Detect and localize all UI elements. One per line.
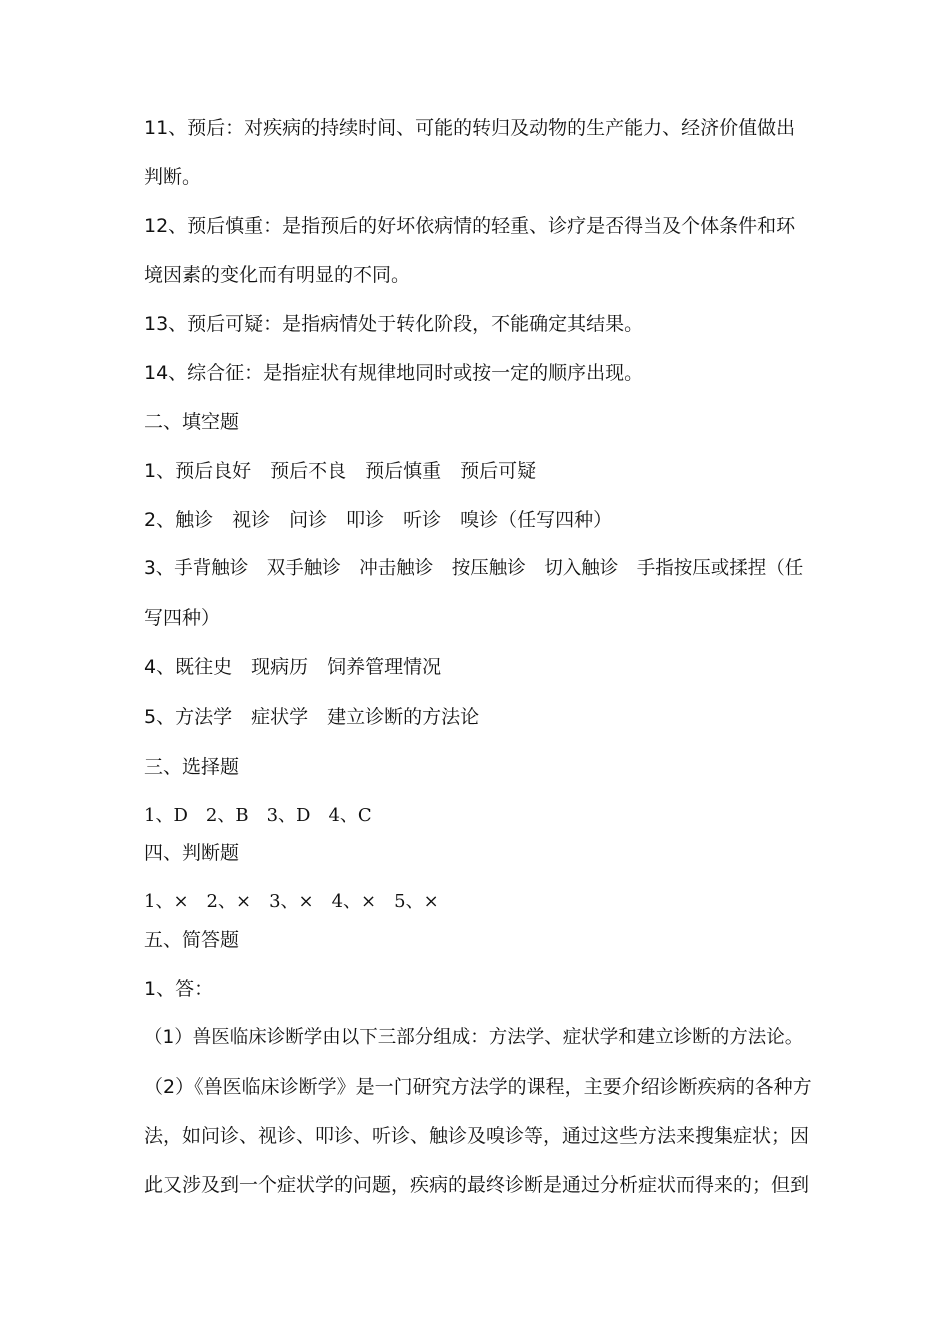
answer-1-label: 1、答： (144, 978, 214, 1000)
answer-1-point-2-line3: 此又涉及到一个症状学的问题，疾病的最终诊断是通过分析症状而得来的；但到 (144, 1174, 810, 1196)
definition-12-line2: 境因素的变化而有明显的不同。 (144, 264, 411, 286)
answer-1-point-2-line1: （2）《兽医临床诊断学》是一门研究方法学的课程，主要介绍诊断疾病的各种方 (144, 1076, 812, 1098)
answer-1-point-2-line2: 法，如问诊、视诊、叩诊、听诊、触诊及嗅诊等，通过这些方法来搜集症状；因 (144, 1125, 810, 1147)
choice-answers: 1、D 2、B 3、D 4、C (144, 805, 372, 826)
fill-answer-3-line1: 3、手背触诊 双手触诊 冲击触诊 按压触诊 切入触诊 手指按压或揉捏（任 (144, 558, 804, 579)
definition-13: 13、预后可疑：是指病情处于转化阶段，不能确定其结果。 (144, 313, 644, 335)
section-heading-fill-in: 二、填空题 (144, 411, 240, 433)
fill-answer-3-line2: 写四种） (144, 607, 221, 629)
definition-14: 14、综合征：是指症状有规律地同时或按一定的顺序出现。 (144, 362, 644, 384)
section-heading-choice: 三、选择题 (144, 756, 240, 778)
true-false-answers: 1、× 2、× 3、× 4、× 5、× (144, 891, 439, 912)
answer-1-point-1: （1）兽医临床诊断学由以下三部分组成：方法学、症状学和建立诊断的方法论。 (144, 1027, 804, 1048)
definition-12-line1: 12、预后慎重：是指预后的好坏依病情的轻重、诊疗是否得当及个体条件和环 (144, 215, 796, 237)
fill-answer-2: 2、触诊 视诊 问诊 叩诊 听诊 嗅诊（任写四种） (144, 509, 613, 531)
fill-answer-4: 4、既往史 现病历 饲养管理情况 (144, 656, 442, 678)
section-heading-true-false: 四、判断题 (144, 842, 240, 864)
fill-answer-1: 1、预后良好 预后不良 预后慎重 预后可疑 (144, 460, 537, 482)
definition-11-line1: 11、预后：对疾病的持续时间、可能的转归及动物的生产能力、经济价值做出 (144, 117, 796, 139)
section-heading-short-answer: 五、简答题 (144, 929, 240, 951)
fill-answer-5: 5、方法学 症状学 建立诊断的方法论 (144, 706, 480, 728)
definition-11-line2: 判断。 (144, 166, 202, 188)
